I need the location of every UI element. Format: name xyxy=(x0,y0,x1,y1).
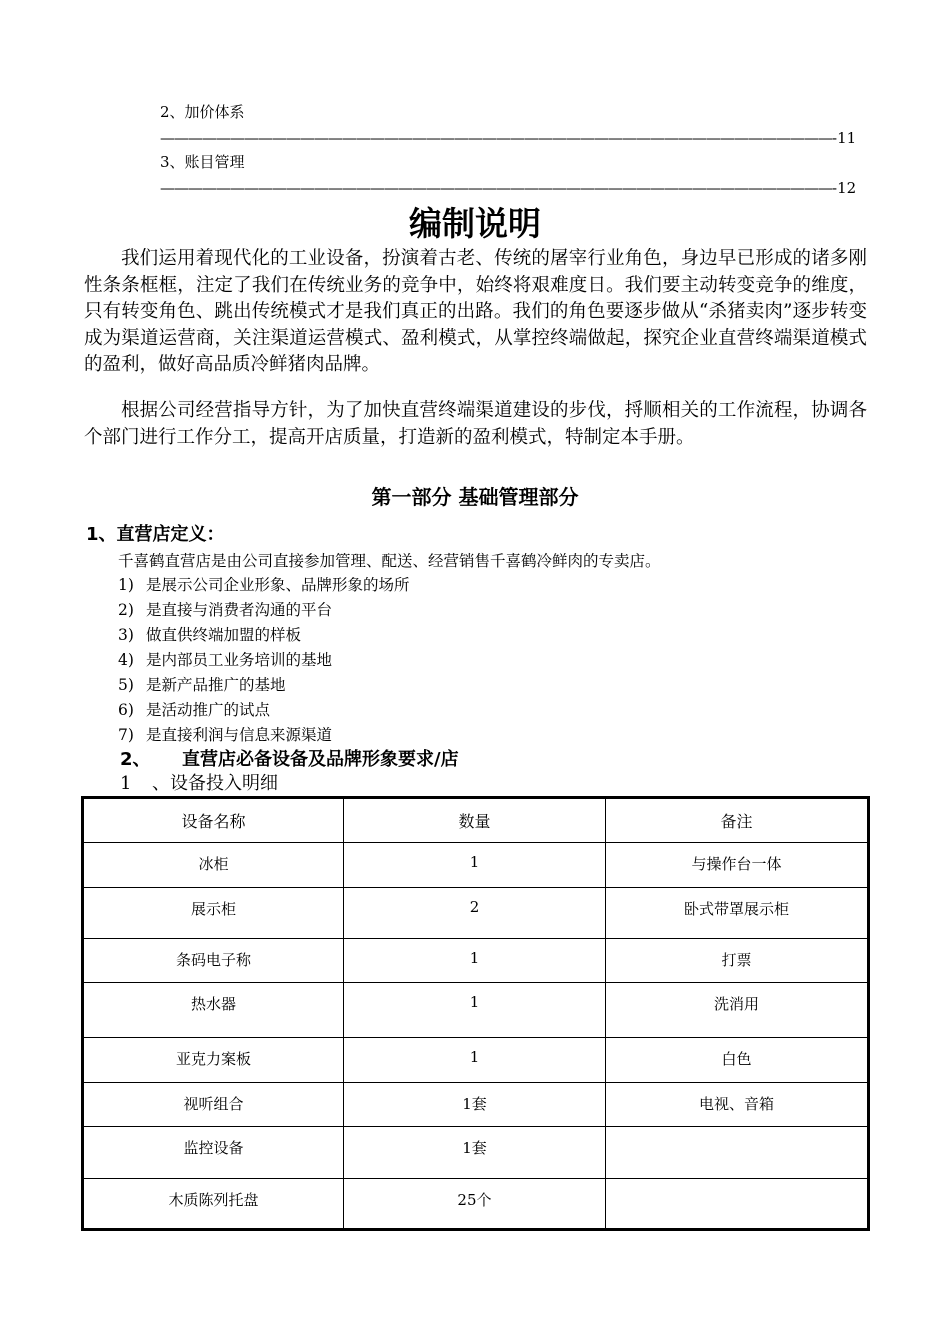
list-item-text: 是新产品推广的基地 xyxy=(146,676,286,694)
list-item xyxy=(118,723,410,748)
cell-quantity: 1 xyxy=(343,983,605,1038)
toc-label: 2、加价体系 xyxy=(160,103,245,121)
cell-name: 亚克力案板 xyxy=(83,1038,344,1083)
list-item-number: 5) xyxy=(118,676,134,694)
store-purpose-list xyxy=(118,573,410,748)
list-item-number: 3) xyxy=(118,626,134,644)
cell-quantity: 1套 xyxy=(343,1127,605,1179)
section-2-number: 2、 xyxy=(120,749,151,770)
cell-name: 冰柜 xyxy=(83,843,344,888)
list-item-text: 是内部员工业务培训的基地 xyxy=(146,651,333,669)
cell-name: 条码电子称 xyxy=(83,939,344,983)
table-header-row xyxy=(83,798,869,843)
list-item-number: 1) xyxy=(118,576,134,594)
list-item-number: 2) xyxy=(118,601,134,619)
toc-entry-account-management[interactable] xyxy=(160,149,868,201)
section-2-heading xyxy=(120,747,459,773)
cell-remarks: 卧式带罩展示柜 xyxy=(605,888,868,939)
list-item-text: 做直供终端加盟的样板 xyxy=(146,626,302,644)
intro-paragraph-2: 根据公司经营指导方针，为了加快直营终端渠道建设的步伐，捋顺相关的工作流程，协调各个部门进行工作分工，提高开店质量，打造新的盈利模式，特制定本手册。 xyxy=(84,400,867,448)
list-item xyxy=(118,623,410,648)
column-header-name: 设备名称 xyxy=(83,798,344,843)
subheading-number: 1 xyxy=(120,773,132,794)
list-item-number: 6) xyxy=(118,701,134,719)
toc-leader: ———————————————————————————————————————————————— xyxy=(160,129,832,147)
cell-remarks: 洗消用 xyxy=(605,983,868,1038)
list-item-number: 4) xyxy=(118,651,134,669)
cell-quantity: 25个 xyxy=(343,1179,605,1230)
list-item-text: 是直接与消费者沟通的平台 xyxy=(146,601,333,619)
cell-name: 视听组合 xyxy=(83,1083,344,1127)
cell-name: 木质陈列托盘 xyxy=(83,1179,344,1230)
toc-page: -11 xyxy=(832,129,857,147)
column-header-quantity: 数量 xyxy=(343,798,605,843)
store-definition: 千喜鹤直营店是由公司直接参加管理、配送、经营销售千喜鹤冷鲜肉的专卖店。 xyxy=(118,552,661,570)
list-item-text: 是展示公司企业形象、品牌形象的场所 xyxy=(146,576,410,594)
cell-name: 展示柜 xyxy=(83,888,344,939)
cell-name: 监控设备 xyxy=(83,1127,344,1179)
table-row xyxy=(83,1179,869,1230)
section-1-heading: 1、直营店定义： xyxy=(86,524,225,545)
toc-page: -12 xyxy=(832,179,857,197)
toc-label: 3、账目管理 xyxy=(160,153,245,171)
column-header-remarks: 备注 xyxy=(605,798,868,843)
section-2-title: 直营店必备设备及品牌形象要求/店 xyxy=(182,749,459,770)
cell-name: 热水器 xyxy=(83,983,344,1038)
table-row xyxy=(83,888,869,939)
table-row xyxy=(83,843,869,888)
equipment-table xyxy=(81,796,870,1231)
list-item-text: 是直接利润与信息来源渠道 xyxy=(146,726,333,744)
subheading-text: 、设备投入明细 xyxy=(152,773,278,794)
cell-quantity: 1 xyxy=(343,939,605,983)
list-item xyxy=(118,598,410,623)
cell-remarks: 打票 xyxy=(605,939,868,983)
table-row xyxy=(83,939,869,983)
intro-paragraph-1: 我们运用着现代化的工业设备，扮演着古老、传统的屠宰行业角色，身边早已形成的诸多刚性条条框框，注定了我们在传统业务的竞争中，始终将艰难度日。我们要主动转变竞争的维度，只有转变角色、跳出传统模式才是我们真正的出路。我们的角色要逐步做从“杀猪卖肉”逐步转变成为渠道运营商，关注渠道运营模式、盈利模式，从掌控终端做起，探究企业直营终端渠道模式的盈利，做好高品质冷鲜猪肉品牌。 xyxy=(84,248,867,375)
cell-remarks: 与操作台一体 xyxy=(605,843,868,888)
equipment-subheading xyxy=(120,772,278,796)
cell-remarks xyxy=(605,1127,868,1179)
list-item xyxy=(118,698,410,723)
cell-quantity: 1 xyxy=(343,1038,605,1083)
table-row xyxy=(83,1127,869,1179)
list-item xyxy=(118,573,410,598)
toc-entry-pricing-system[interactable] xyxy=(160,99,868,151)
list-item xyxy=(118,673,410,698)
toc-leader: ———————————————————————————————————————————————— xyxy=(160,179,832,197)
list-item-number: 7) xyxy=(118,726,134,744)
list-item-text: 是活动推广的试点 xyxy=(146,701,271,719)
table-row xyxy=(83,1083,869,1127)
table-row xyxy=(83,1038,869,1083)
cell-remarks: 白色 xyxy=(605,1038,868,1083)
cell-remarks xyxy=(605,1179,868,1230)
table-row xyxy=(83,983,869,1038)
document-title: 编制说明 xyxy=(409,204,541,243)
cell-quantity: 2 xyxy=(343,888,605,939)
cell-quantity: 1 xyxy=(343,843,605,888)
cell-quantity: 1套 xyxy=(343,1083,605,1127)
part-one-title: 第一部分 基础管理部分 xyxy=(371,485,579,509)
list-item xyxy=(118,648,410,673)
cell-remarks: 电视、音箱 xyxy=(605,1083,868,1127)
